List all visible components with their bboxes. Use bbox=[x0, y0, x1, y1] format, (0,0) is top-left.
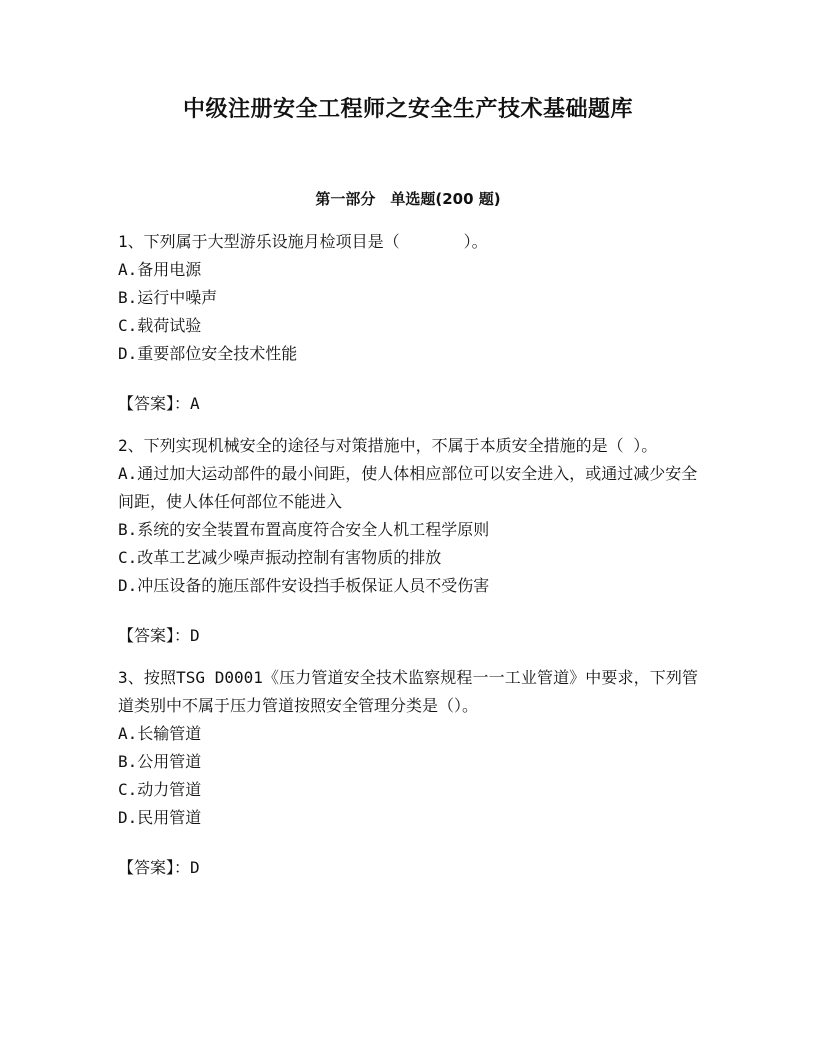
option-a: A.通过加大运动部件的最小间距，使人体相应部位可以安全进入，或通过减少安全间距，使人体任何部位不能进入 bbox=[118, 464, 698, 511]
option-c: C.载荷试验 bbox=[118, 316, 202, 335]
section-heading: 第一部分 单选题(200 题) bbox=[315, 190, 501, 208]
option-a: A.备用电源 bbox=[118, 260, 202, 279]
answer-label: 【答案】 bbox=[118, 626, 175, 645]
question-text: 1、下列属于大型游乐设施月检项目是（ ）。 bbox=[118, 232, 488, 251]
option-c: C.动力管道 bbox=[118, 780, 202, 799]
option-b: B.运行中噪声 bbox=[118, 288, 218, 307]
question-list bbox=[118, 228, 698, 896]
answer-value: ：D bbox=[174, 626, 200, 645]
answer-value: ：D bbox=[174, 858, 200, 877]
page-title: 中级注册安全工程师之安全生产技术基础题库 bbox=[182, 97, 633, 122]
option-d: D.冲压设备的施压部件安设挡手板保证人员不受伤害 bbox=[118, 576, 490, 595]
answer-line bbox=[118, 854, 698, 882]
question-3 bbox=[118, 664, 698, 882]
option-b: B.系统的安全装置布置高度符合安全人机工程学原则 bbox=[118, 520, 490, 539]
question-2 bbox=[118, 432, 698, 650]
option-a: A.长输管道 bbox=[118, 724, 202, 743]
question-text: 3、按照TSG D0001《压力管道安全技术监察规程一一工业管道》中要求，下列管道类别中不属于压力管道按照安全管理分类是（）。 bbox=[118, 668, 698, 715]
answer-label: 【答案】 bbox=[118, 394, 175, 413]
option-d: D.重要部位安全技术性能 bbox=[118, 344, 298, 363]
question-text: 2、下列实现机械安全的途径与对策措施中，不属于本质安全措施的是（ ）。 bbox=[118, 436, 658, 455]
answer-label: 【答案】 bbox=[118, 858, 175, 877]
option-b: B.公用管道 bbox=[118, 752, 202, 771]
option-d: D.民用管道 bbox=[118, 808, 202, 827]
answer-line bbox=[118, 390, 698, 418]
answer-value: ：A bbox=[174, 394, 200, 413]
answer-line bbox=[118, 622, 698, 650]
option-c: C.改革工艺减少噪声振动控制有害物质的排放 bbox=[118, 548, 442, 567]
question-1 bbox=[118, 228, 698, 418]
